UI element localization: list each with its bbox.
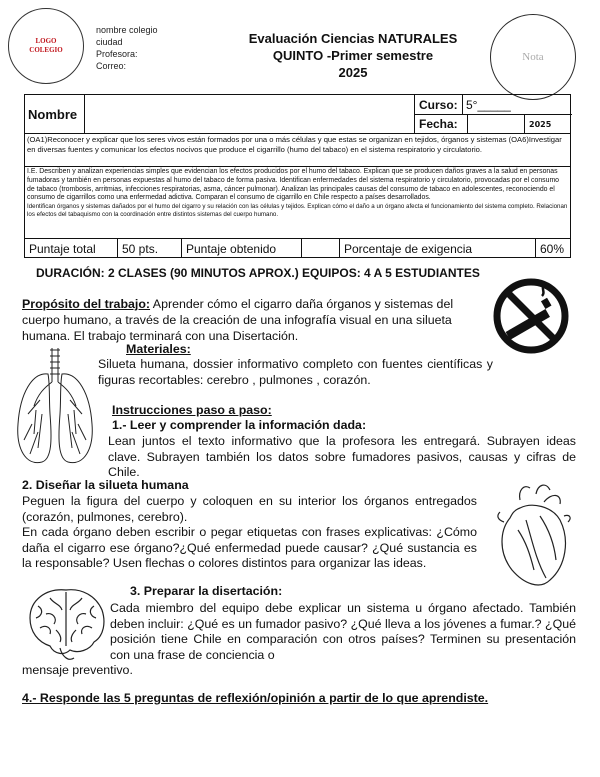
materials-title: Materiales: xyxy=(126,342,191,356)
school-name: nombre colegio xyxy=(96,25,158,35)
puntaje-total-value: 50 pts. xyxy=(117,239,181,258)
fecha-label: Fecha: xyxy=(414,114,467,133)
step1-title: 1.- Leer y comprender la información dada: xyxy=(112,418,367,432)
nota-label: Nota xyxy=(522,51,544,63)
curso-value[interactable]: 5°_____ xyxy=(462,95,572,114)
question-4: 4.- Responde las 5 preguntas de reflexión/opinión a partir de lo que aprendiste. xyxy=(22,691,489,705)
nombre-field[interactable] xyxy=(85,95,414,133)
ie-text-small: Identifican órganos y sistemas dañados por el humo del cigarro y su relación con las células y tejidos. Explican cómo el daño a un órgano afecta el funcionamiento del sistema completo. Relacionan los efectos del tabaquismo con la coordinación entre distintos sistemas del cuerpo humano. xyxy=(27,203,568,219)
purpose-text: Aprender cómo el cigarro daña órganos y sistemas del cuerpo humano, a través de la creación de una infografía visual en una silueta humana. El trabajo terminará con una Disertación. xyxy=(22,297,454,343)
learning-objectives: (OA1)Reconocer y explicar que los seres vivos están formados por una o más células y que estas se organizan en tejidos, órganos y sistemas (OA6)Investigar en diversas fuentes y comunicar los efectos nocivos que produce el cigarrillo (humo del tabaco) en el sistema respiratorio y circulatorio. xyxy=(25,133,570,166)
curso-label: Curso: xyxy=(414,95,462,114)
materials-text: Silueta humana, dossier informativo completo con fuentes científicas y figuras recortables: cerebro , pulmones , corazón. xyxy=(98,357,493,387)
puntaje-obtenido-field[interactable] xyxy=(301,239,339,258)
score-row xyxy=(25,238,570,257)
puntaje-obtenido-label: Puntaje obtenido xyxy=(181,239,301,258)
exigencia-value: 60% xyxy=(535,239,572,258)
title-line-3: 2025 xyxy=(338,65,368,80)
title-line-2: QUINTO -Primer semestre xyxy=(272,48,434,63)
step3-text-end: mensaje preventivo. xyxy=(22,663,133,677)
duration-line: DURACIÓN: 2 CLASES (90 MINUTOS APROX.) EQUIPOS: 4 A 5 ESTUDIANTES xyxy=(36,266,480,280)
puntaje-total-label: Puntaje total xyxy=(29,241,96,256)
nombre-label: Nombre xyxy=(25,95,85,133)
purpose-paragraph xyxy=(22,296,477,344)
school-logo xyxy=(8,8,84,84)
evaluation-indicators xyxy=(25,166,570,238)
fecha-field[interactable] xyxy=(467,114,524,133)
step3-text: Cada miembro del equipo debe explicar un sistema u órgano afectado. También deben incluir: ¿Qué es un fumador pasivo? ¿Qué lleva a los jóvenes a fumar.? ¿Qué posición tiene Chile en comparación con otros países? Terminen su presentación con una frase de conciencia o xyxy=(110,601,576,662)
ie-text: I.E. Describen y analizan experiencias simples que evidencian los efectos producidos por el humo del tabaco. Explican que se producen daños graves a la salud en personas fumadoras y también en personas expuestas al humo del tabaco de forma pasiva. Identifican enfermedades del sistema respiratorio y circulatorio, provocadas por el consumo de tabaco (trombosis, arritmias, infecciones respiratorias, asma, cáncer pulmonar). Analizan las principales causas del consumo de tabaco en adolescentes, reconociendo el consumo de cigarrillos como una enfermedad adictiva. Comparan el consumo de cigarrillo en Chile respecto a países desarrollados. xyxy=(27,168,560,202)
exigencia-label: Porcentaje de exigencia xyxy=(339,239,535,258)
brain-illustration xyxy=(24,584,108,664)
student-info-table xyxy=(24,94,571,258)
logo-text: LOGO COLEGIO xyxy=(29,37,63,54)
email-label: Correo: xyxy=(96,61,127,71)
school-city: ciudad xyxy=(96,37,123,47)
step3-title: 3. Preparar la disertación: xyxy=(130,584,283,598)
no-smoking-icon xyxy=(490,278,572,354)
instructions-title: Instrucciones paso a paso: xyxy=(112,403,272,417)
purpose-label: Propósito del trabajo: xyxy=(22,297,151,311)
lungs-illustration xyxy=(14,344,96,474)
step2-text-2: En cada órgano deben escribir o pegar etiquetas con frases explicativas: ¿Cómo daña el cigarro ese órgano?¿Qué enfermedad puede causar? ¿Qué sustancia es la responsable? Usen flechas o colores distintos para organizar las ideas. xyxy=(22,525,477,570)
school-info xyxy=(96,24,158,72)
grade-circle xyxy=(490,14,576,100)
step2-title: 2. Diseñar la silueta humana xyxy=(22,478,189,492)
step2-text: Peguen la figura del cuerpo y coloquen en su interior los órganos entregados (corazón, pulmones, cerebro). xyxy=(22,494,477,524)
step1-text: Lean juntos el texto informativo que la profesora les entregará. Subrayen ideas clave. Subrayen también los datos sobre fumadores pasivos, causas y cifras de Chile. xyxy=(108,434,576,479)
heart-illustration xyxy=(490,480,576,592)
title-line-1: Evaluación Ciencias NATURALES xyxy=(248,31,458,46)
page-title xyxy=(228,30,478,81)
fecha-year: 2025 xyxy=(524,114,572,133)
teacher-label: Profesora: xyxy=(96,49,138,59)
